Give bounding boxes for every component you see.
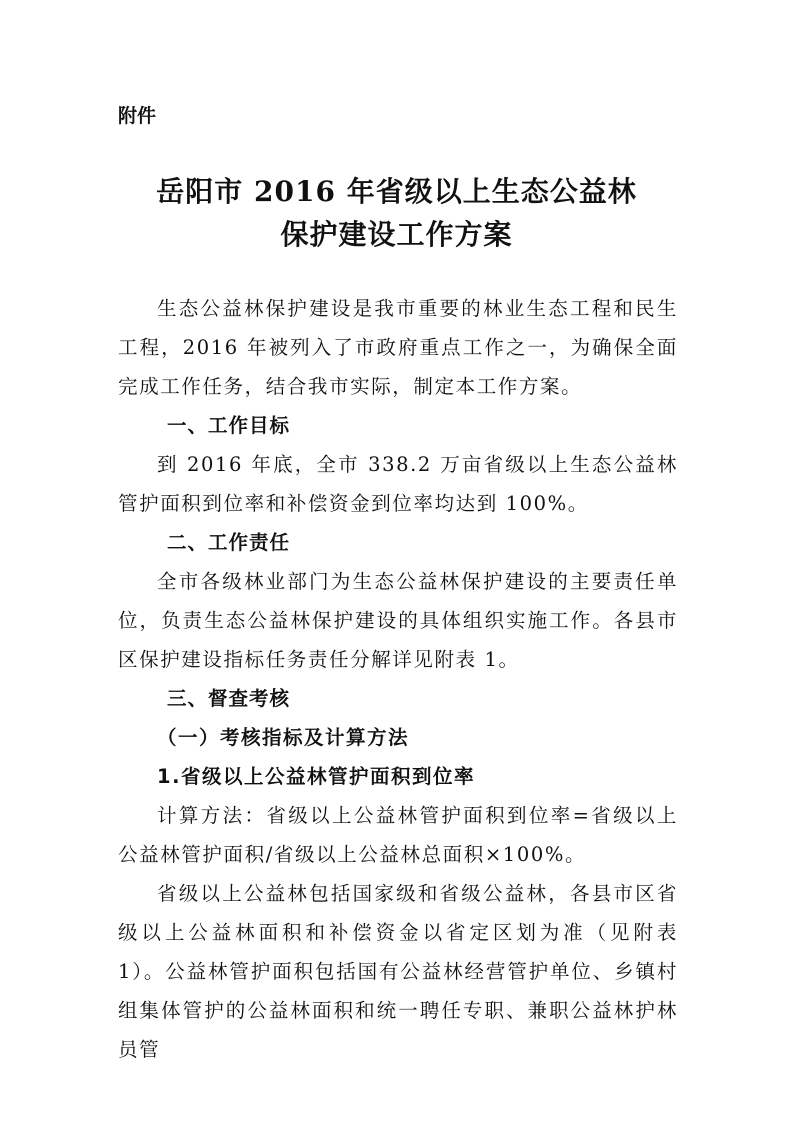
- document-title: [0, 170, 793, 256]
- attachment-label: 附件: [118, 105, 157, 127]
- indicator-subheading: （一）考核指标及计算方法: [157, 726, 410, 749]
- goal-heading: 一、工作目标: [167, 414, 291, 437]
- responsibility-paragraph: 全市各级林业部门为生态公益林保护建设的主要责任单位，负责生态公益林保护建设的具体组织实施工作。各县市区保护建设指标任务责任分解详见附表 1。: [118, 570, 678, 671]
- item1-title: 1.省级以上公益林管护面积到位率: [157, 765, 475, 788]
- supervision-heading: 三、督查考核: [167, 687, 291, 710]
- item1-formula: 计算方法：省级以上公益林管护面积到位率=省级以上公益林管护面积/省级以上公益林总面积×100%。: [118, 804, 678, 866]
- document-body: [118, 289, 678, 1069]
- goal-paragraph: 到 2016 年底，全市 338.2 万亩省级以上生态公益林管护面积到位率和补偿资金到位率均达到 100%。: [118, 453, 678, 515]
- title-line-1: 岳阳市 2016 年省级以上生态公益林: [156, 175, 637, 208]
- responsibility-heading: 二、工作责任: [167, 531, 291, 554]
- title-line-2: 保护建设工作方案: [280, 218, 513, 251]
- intro-paragraph: 生态公益林保护建设是我市重要的林业生态工程和民生工程，2016 年被列入了市政府重点工作之一，为确保全面完成工作任务，结合我市实际，制定本工作方案。: [118, 297, 678, 398]
- item1-note: 省级以上公益林包括国家级和省级公益林，各县市区省级以上公益林面积和补偿资金以省定区划为准（见附表 1）。公益林管护面积包括国有公益林经营管护单位、乡镇村组集体管护的公益林面积和统一聘任专职、兼职公益林护林员管: [118, 882, 678, 1061]
